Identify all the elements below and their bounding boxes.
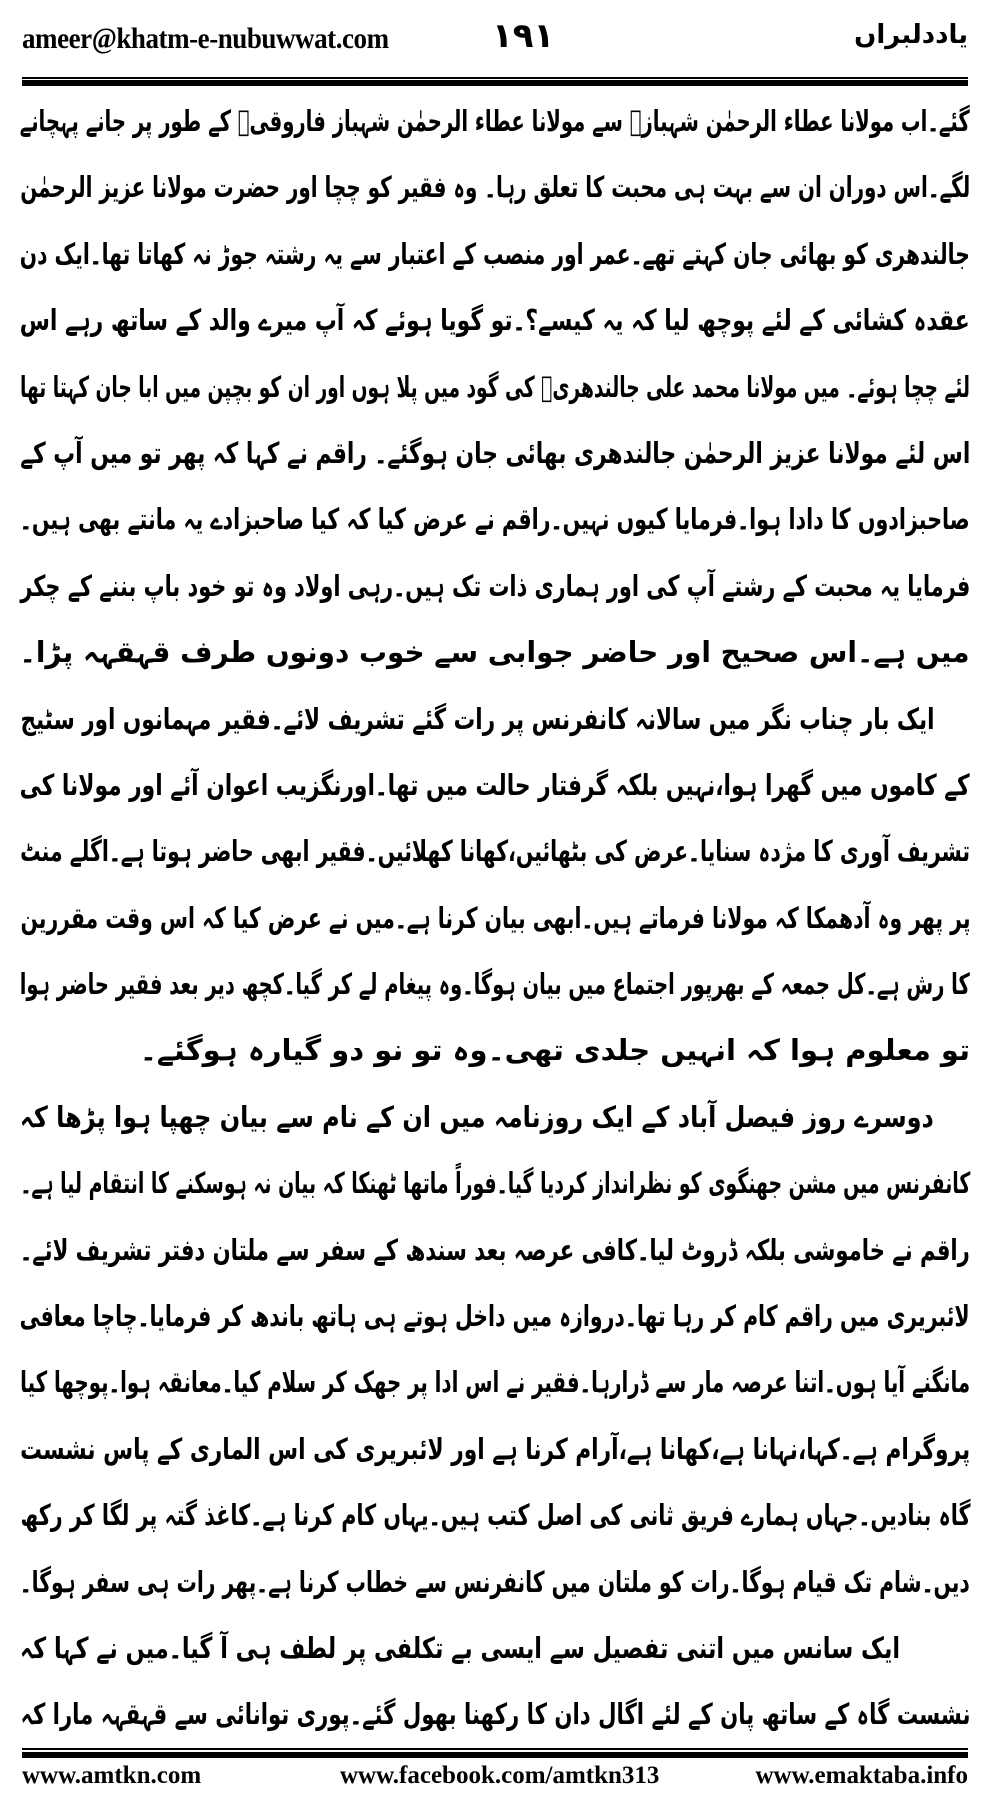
- page-body-text: [20, 88, 970, 1748]
- text-line-content: کانفرنس میں مشن جھنگوی کو نظرانداز کردیا گیا۔فوراً ماتھا ٹھنکا کہ بیان نہ ہوسکنے کا انتقام لیا ہے۔: [20, 1166, 970, 1201]
- text-line: [20, 221, 970, 287]
- book-title: یاددلبراں: [854, 20, 968, 50]
- text-line-content: لائبریری میں راقم کام کر رہا تھا۔دروازہ میں داخل ہوتے ہی ہاتھ باندھ کر فرمایا۔چاچا معافی: [19, 1299, 970, 1334]
- text-line: [20, 818, 970, 884]
- text-line: [20, 154, 970, 220]
- text-line: [20, 1017, 970, 1083]
- text-line-content: راقم نے خاموشی بلکہ ڈروٹ لیا۔کافی عرصہ بعد سندھ کے سفر سے ملتان دفتر تشریف لائے۔: [20, 1232, 970, 1267]
- footer-rule-thick: [22, 1752, 968, 1758]
- text-line-content: کا رش ہے۔کل جمعہ کے بھرپور اجتماع میں بیان ہوگا۔وہ پیغام لے کر گیا۔کچھ دیر بعد فقیر حاضر ہوا: [20, 967, 970, 1002]
- text-line: [20, 1349, 970, 1415]
- text-line-content: ایک بار چناب نگر میں سالانہ کانفرنس پر رات گئے تشریف لائے۔فقیر مہمانوں اور سٹیج: [20, 701, 934, 736]
- header-rule-thin: [22, 77, 968, 79]
- header-email: ameer@khatm-e-nubuwwat.com: [22, 22, 389, 55]
- text-line: [20, 885, 970, 951]
- text-line-content: فرمایا یہ محبت کے رشتے آپ کی اور ہماری ذات تک ہیں۔رہی اولاد وہ تو خود باپ بننے کے چکر: [20, 568, 970, 603]
- header-rule-thick: [22, 80, 968, 86]
- text-line: [20, 1615, 970, 1681]
- text-line-content: پروگرام ہے۔کہا،نہانا ہے،کھانا ہے،آرام کرنا ہے اور لائبریری کی اس الماری کے پاس نشست: [20, 1431, 970, 1466]
- text-line-content: ایک سانس میں اتنی تفصیل سے ایسی بے تکلفی پر لطف ہی آ گیا۔میں نے کہا کہ: [20, 1630, 900, 1665]
- text-line-content: مانگنے آیا ہوں۔اتنا عرصہ مار سے ڈرارہا۔فقیر نے اس ادا پر جھک کر سلام کیا۔معانقہ ہوا۔پوچھا کیا: [20, 1365, 970, 1400]
- footer-link-amtkn[interactable]: www.amtkn.com: [22, 1762, 202, 1789]
- page-footer: [22, 1762, 968, 1796]
- text-line-content: تشریف آوری کا مژدہ سنایا۔عرض کی بٹھائیں،کھانا کھلائیں۔فقیر ابھی حاضر ہوتا ہے۔اگلے منٹ: [20, 834, 970, 869]
- text-line: [20, 553, 970, 619]
- text-line: [20, 1084, 970, 1150]
- text-line: [20, 1150, 970, 1216]
- text-line: [20, 354, 970, 420]
- text-line: [20, 1416, 970, 1482]
- text-line: [20, 1283, 970, 1349]
- text-line-content: میں ہے۔اس صحیح اور حاضر جوابی سے خوب دونوں طرف قہقہہ پڑا۔: [20, 635, 970, 670]
- text-line: [20, 1217, 970, 1283]
- text-line-content: اس لئے مولانا عزیز الرحمٰن جالندھری بھائی جان ہوگئے۔ راقم نے کہا کہ پھر تو میں آپ کے: [20, 435, 970, 470]
- text-line-content: جالندھری کو بھائی جان کہتے تھے۔عمر اور منصب کے اعتبار سے یہ رشتہ جوڑ نہ کھاتا تھا۔ایک دن: [19, 236, 970, 271]
- text-line-content: دیں۔شام تک قیام ہوگا۔رات کو ملتان میں کانفرنس سے خطاب کرنا ہے۔پھر رات ہی سفر ہوگا۔: [20, 1564, 970, 1599]
- text-line: [20, 686, 970, 752]
- page-header: [22, 18, 968, 68]
- text-line-content: لئے چچا ہوئے۔ میں مولانا محمد علی جالندھریؒ کی گود میں پلا ہوں اور ان کو بچپن میں ابا جان کہتا تھا: [20, 369, 970, 404]
- footer-link-emaktaba[interactable]: www.emaktaba.info: [755, 1762, 968, 1789]
- text-line: [20, 486, 970, 552]
- text-line-content: صاحبزادوں کا دادا ہوا۔فرمایا کیوں نہیں۔راقم نے عرض کیا کہ کیا صاحبزادے یہ مانتے بھی ہیں۔: [20, 502, 970, 537]
- text-line-content: پر پھر وہ آدھمکا کہ مولانا فرماتے ہیں۔ابھی بیان کرنا ہے۔میں نے عرض کیا کہ اس وقت مقررین: [20, 900, 970, 935]
- text-line: [20, 951, 970, 1017]
- text-line: [20, 752, 970, 818]
- text-line-content: کے کاموں میں گھرا ہوا،نہیں بلکہ گرفتار حالت میں تھا۔اورنگزیب اعوان آئے اور مولانا کی: [20, 767, 970, 802]
- text-line-content: تو معلوم ہوا کہ انہیں جلدی تھی۔وہ تو نو دو گیارہ ہوگئے۔: [139, 1033, 970, 1068]
- text-line-content: گئے۔اب مولانا عطاء الرحمٰن شہبازؒ سے مولانا عطاء الرحمٰن شہباز فاروقیؒ کے طور پر جانے پہچانے: [20, 104, 970, 138]
- footer-link-facebook[interactable]: www.facebook.com/amtkn313: [340, 1762, 660, 1789]
- text-line-content: دوسرے روز فیصل آباد کے ایک روزنامہ میں ان کے نام سے بیان چھپا ہوا پڑھا کہ: [20, 1099, 934, 1134]
- text-line-content: عقدہ کشائی کے لئے پوچھ لیا کہ یہ کیسے؟۔تو گویا ہوئے کہ آپ میرے والد کے ساتھ رہے اس: [20, 303, 970, 338]
- text-line-content: گاہ بنادیں۔جہاں ہمارے فریق ثانی کی اصل کتب ہیں۔یہاں کام کرنا ہے۔کاغذ گتہ پر لگا کر رکھ: [20, 1498, 970, 1533]
- text-line-content: نشست گاہ کے ساتھ پان کے لئے اگال دان کا رکھنا بھول گئے۔پوری توانائی سے قہقہہ مارا کہ: [20, 1697, 970, 1732]
- text-line: [20, 1681, 970, 1747]
- text-line: [20, 1482, 970, 1548]
- text-line: [20, 619, 970, 685]
- text-line: [20, 420, 970, 486]
- text-line-content: لگے۔اس دوران ان سے بہت ہی محبت کا تعلق رہا۔ وہ فقیر کو چچا اور حضرت مولانا عزیز الرحمٰن: [20, 170, 970, 205]
- page-number: ١٩١: [492, 16, 555, 56]
- text-line: [20, 88, 970, 154]
- text-line: [20, 1549, 970, 1615]
- text-line: [20, 287, 970, 353]
- footer-rule-thin: [22, 1748, 968, 1750]
